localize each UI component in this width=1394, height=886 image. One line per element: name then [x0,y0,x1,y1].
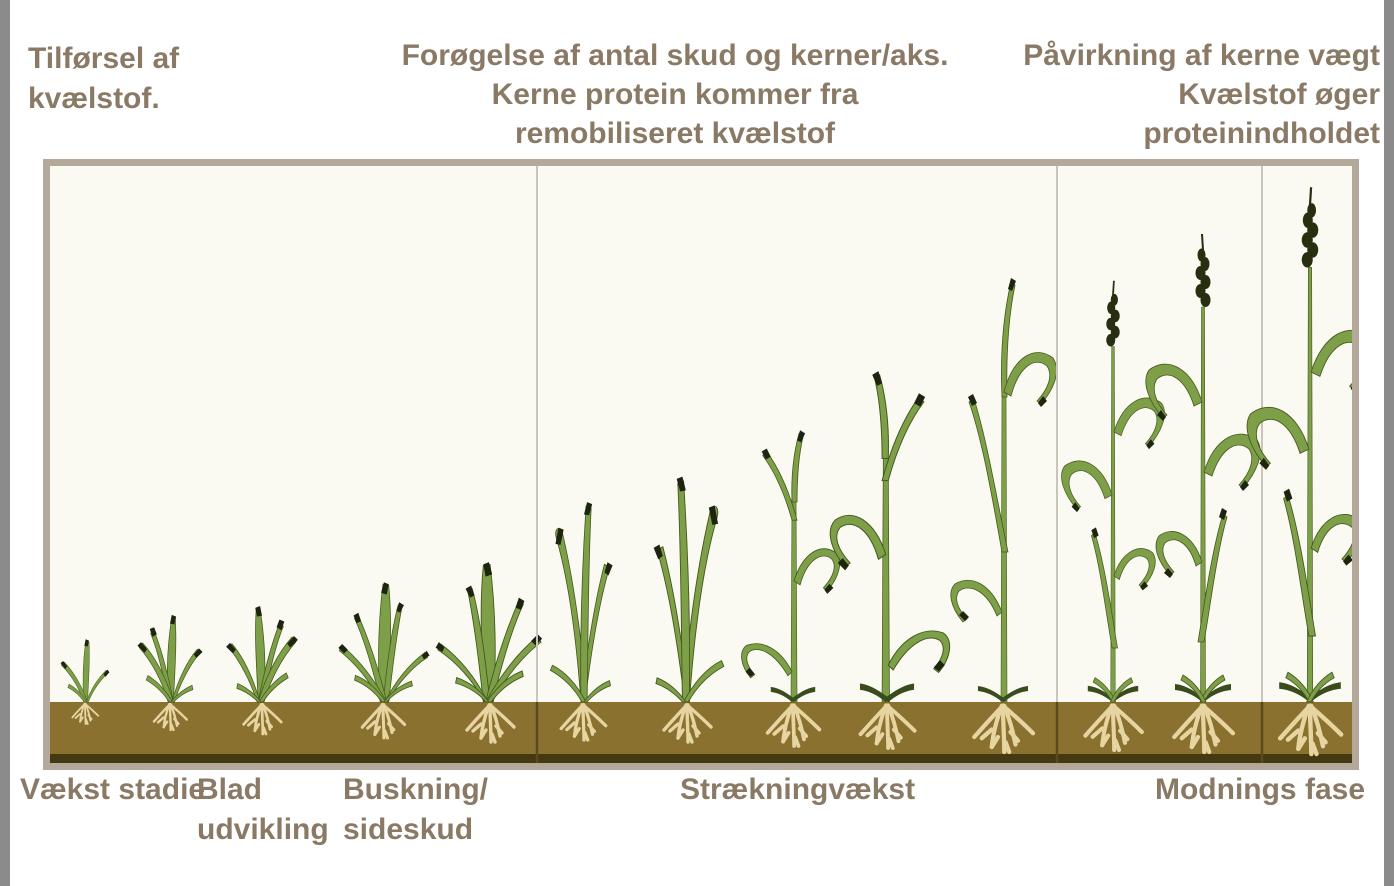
growth-stages-figure [43,159,1359,770]
growth-stages-canvas [50,166,1352,763]
label-line: Blad [197,773,263,806]
annotation-nitrogen-supply [28,39,179,119]
label-line: sideskud [343,813,474,846]
label-line: Vækst stadie [20,773,206,806]
left-frame-bar [0,0,10,886]
stage-label-ripening [1155,770,1365,810]
stage-label-tillering [343,770,488,850]
annotation-line: Påvirkning af kerne vægt [1023,39,1380,72]
annotation-line: kvælstof. [28,82,160,115]
label-line: Strækningvækst [680,773,916,806]
annotation-line: Forøgelse af antal skud og kerner/aks. [401,39,949,72]
plant-11-heading [1062,281,1165,750]
stage-label-stem-extension [680,770,915,810]
annotation-kernel-weight [950,36,1380,153]
axis-label-growth-stage [20,770,205,810]
plant-10-booting [951,278,1057,752]
label-line: Buskning/ [343,773,489,806]
plant-9-stem-extension [830,371,949,748]
annotation-line: proteinindholdet [1143,117,1380,150]
annotation-line: remobiliseret kvælstof [514,117,836,150]
soil-shadow-line [50,754,1352,763]
label-line: udvikling [197,813,329,846]
annotation-line: Kerne protein kommer fra [491,78,859,111]
soil-band [50,702,1352,763]
stage-label-leaf-development [197,770,329,850]
plant-8-stem-extension [742,430,840,746]
label-line: Modnings fase [1154,773,1365,806]
plant-12-heading [1146,234,1260,752]
annotation-line: Tilførsel af [28,42,180,75]
annotation-shoots-kernels [360,36,990,153]
right-frame-bar [1384,0,1394,886]
annotation-line: Kvælstof øger [1178,78,1380,111]
